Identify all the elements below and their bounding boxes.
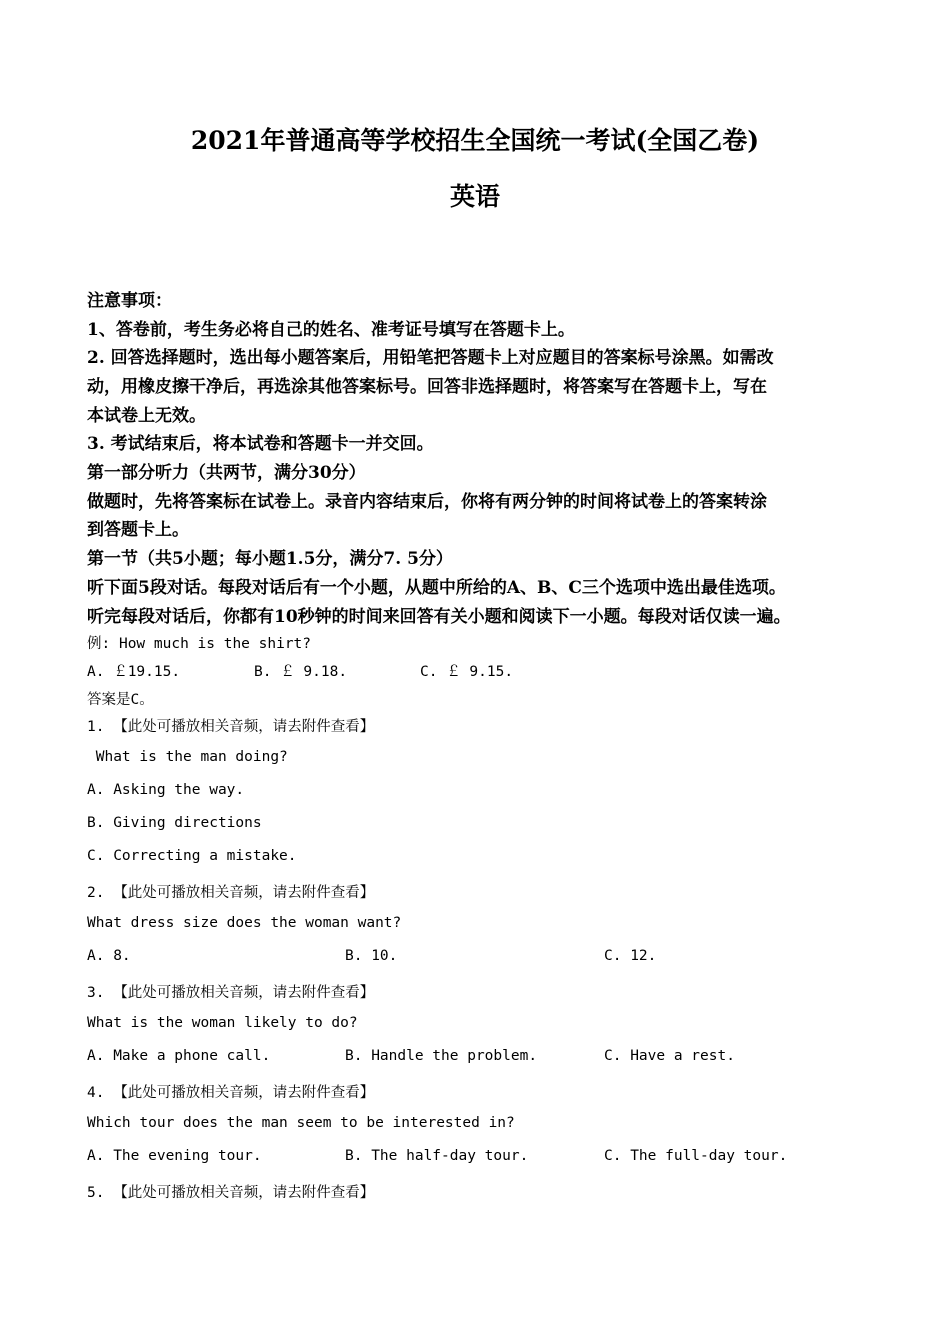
question-text: What is the woman likely to do? — [87, 1015, 358, 1031]
question-text: What is the man doing? — [87, 749, 288, 765]
option-b: B. Giving directions — [87, 815, 262, 831]
notice-line: 动，用橡皮擦干净后，再选涂其他答案标号。回答非选择题时，将答案写在答题卡上，写在 — [87, 377, 767, 397]
example-option-b: B. ￡ 9.18. — [254, 664, 348, 680]
option-a: A. Make a phone call. — [87, 1048, 271, 1064]
audio-marker[interactable]: 3. 【此处可播放相关音频，请去附件查看】 — [87, 985, 375, 1001]
option-b: B. The half-day tour. — [345, 1148, 529, 1164]
exam-title: 2021年普通高等学校招生全国统一考试(全国乙卷) — [190, 126, 760, 155]
option-c: C. 12. — [604, 948, 657, 964]
notice-line: 本试卷上无效。 — [87, 406, 206, 426]
option-b: B. 10. — [345, 948, 398, 964]
part1-instruction: 做题时，先将答案标在试卷上。录音内容结束后，你将有两分钟的时间将试卷上的答案转涂 — [87, 492, 767, 512]
part1-instruction: 到答题卡上。 — [87, 520, 189, 540]
audio-marker[interactable]: 4. 【此处可播放相关音频，请去附件查看】 — [87, 1085, 375, 1101]
part1-heading: 第一部分听力（共两节，满分30分） — [87, 463, 366, 483]
option-b: B. Handle the problem. — [345, 1048, 538, 1064]
option-c: C. Correcting a mistake. — [87, 848, 297, 864]
option-a: A. The evening tour. — [87, 1148, 262, 1164]
section1-instruction: 听完每段对话后，你都有10秒钟的时间来回答有关小题和阅读下一小题。每段对话仅读一遍。 — [87, 607, 791, 627]
question-text: Which tour does the man seem to be interested in? — [87, 1115, 515, 1131]
audio-marker[interactable]: 1. 【此处可播放相关音频，请去附件查看】 — [87, 719, 375, 735]
option-c: C. The full-day tour. — [604, 1148, 788, 1164]
section1-heading: 第一节（共5小题；每小题1.5分，满分7. 5分） — [87, 549, 453, 569]
section1-instruction: 听下面5段对话。每段对话后有一个小题，从题中所给的A、B、C三个选项中选出最佳选项。 — [87, 578, 786, 598]
audio-marker[interactable]: 5. 【此处可播放相关音频，请去附件查看】 — [87, 1185, 375, 1201]
example-answer: 答案是C。 — [87, 692, 154, 708]
option-a: A. 8. — [87, 948, 131, 964]
option-c: C. Have a rest. — [604, 1048, 735, 1064]
question-text: What dress size does the woman want? — [87, 915, 402, 931]
option-a: A. Asking the way. — [87, 782, 245, 798]
example-option-a: A. ￡19.15. — [87, 664, 181, 680]
notice-line: 3. 考试结束后，将本试卷和答题卡一并交回。 — [87, 434, 434, 454]
notice-line: 1、答卷前，考生务必将自己的姓名、准考证号填写在答题卡上。 — [87, 320, 575, 340]
example-option-c: C. ￡ 9.15. — [420, 664, 514, 680]
subject-title: 英语 — [449, 182, 500, 211]
notice-heading: 注意事项： — [87, 291, 172, 311]
audio-marker[interactable]: 2. 【此处可播放相关音频，请去附件查看】 — [87, 885, 375, 901]
notice-line: 2. 回答选择题时，选出每小题答案后，用铅笔把答题卡上对应题目的答案标号涂黑。如需改 — [87, 348, 774, 368]
example-question: 例: How much is the shirt? — [87, 636, 312, 652]
